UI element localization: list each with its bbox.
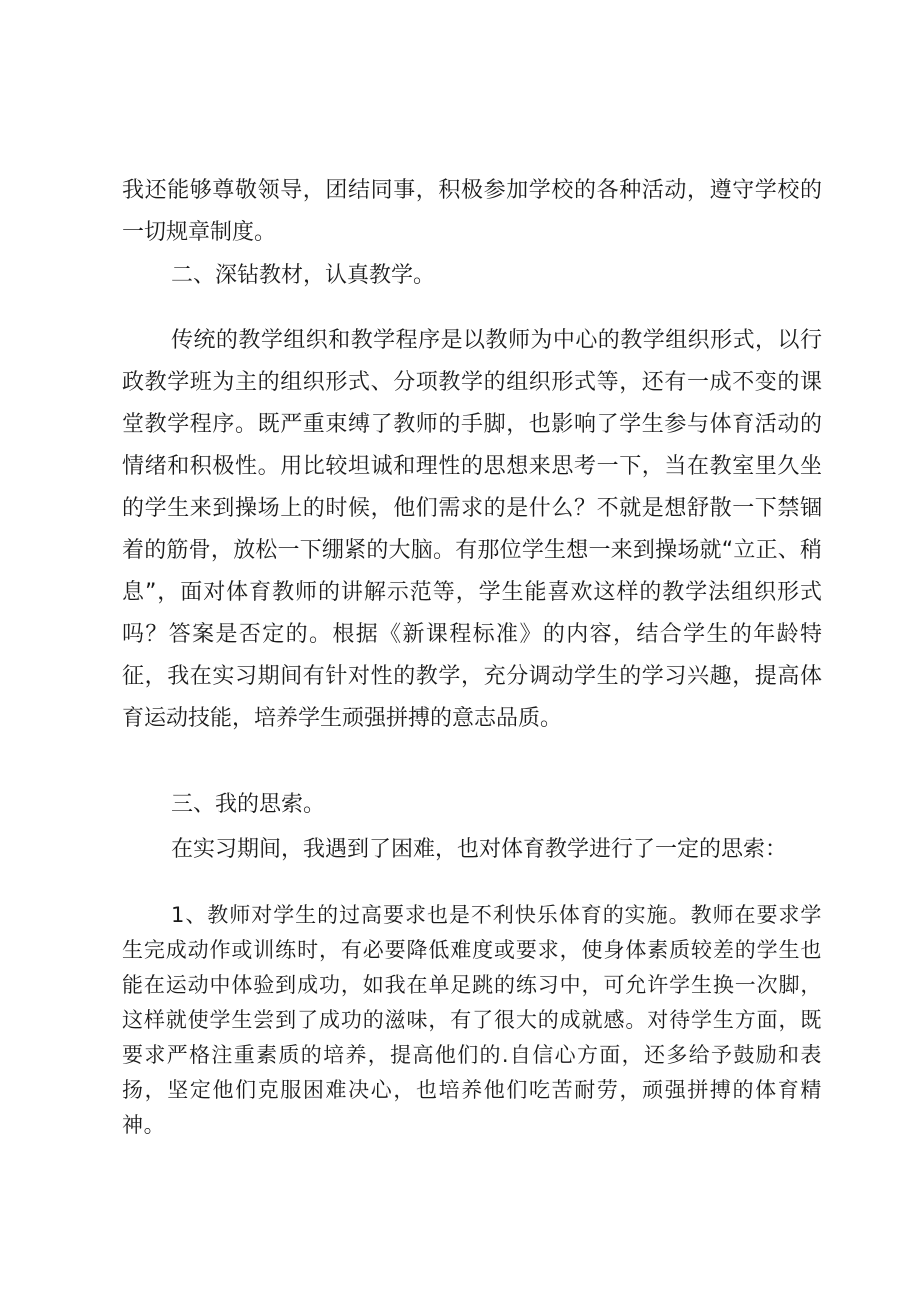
paragraph-teaching: 传统的教学组织和教学程序是以教师为中心的教学组织形式，以行政教学班为主的组织形式、分项教学的组织形式等，还有一成不变的课堂教学程序。既严重束缚了教师的手脚，也影响了学生参与体育活动的情绪和积极性。用比较坦诚和理性的思想来思考一下，当在教室里久坐的学生来到操场上的时候，他们需求的是什么？不就是想舒散一下禁锢着的筋骨，放松一下绷紧的大脑。有那位学生想一来到操场就“立正、稍息”，面对体育教师的讲解示范等，学生能喜欢这样的教学法组织形式吗？答案是否定的。根据《新课程标准》的内容，结合学生的年龄特征，我在实习期间有针对性的教学，充分调动学生的学习兴趣，提高体育运动技能，培养学生顽强拼搏的意志品质。	[122, 328, 822, 731]
paragraph-continuation: 我还能够尊敬领导，团结同事，积极参加学校的各种活动，遵守学校的一切规章制度。	[122, 178, 822, 245]
section-heading-two: 二、深钻教材，认真教学。	[171, 263, 436, 288]
paragraph-reflection-intro: 在实习期间，我遇到了困难，也对体育教学进行了一定的思索：	[171, 837, 788, 862]
paragraph-point-one: 1、教师对学生的过高要求也是不利快乐体育的实施。教师在要求学生完成动作或训练时，有必要降低难度或要求，使身体素质较差的学生也能在运动中体验到成功，如我在单足跳的练习中，可允许学生换一次脚，这样就使学生尝到了成功的滋味，有了很大的成就感。对待学生方面，既要求严格注重素质的培养，提高他们的.自信心方面，还多给予鼓励和表扬，坚定他们克服困难决心，也培养他们吃苦耐劳，顽强拼搏的体育精神。	[122, 903, 822, 1137]
section-heading-three: 三、我的思索。	[171, 792, 326, 817]
